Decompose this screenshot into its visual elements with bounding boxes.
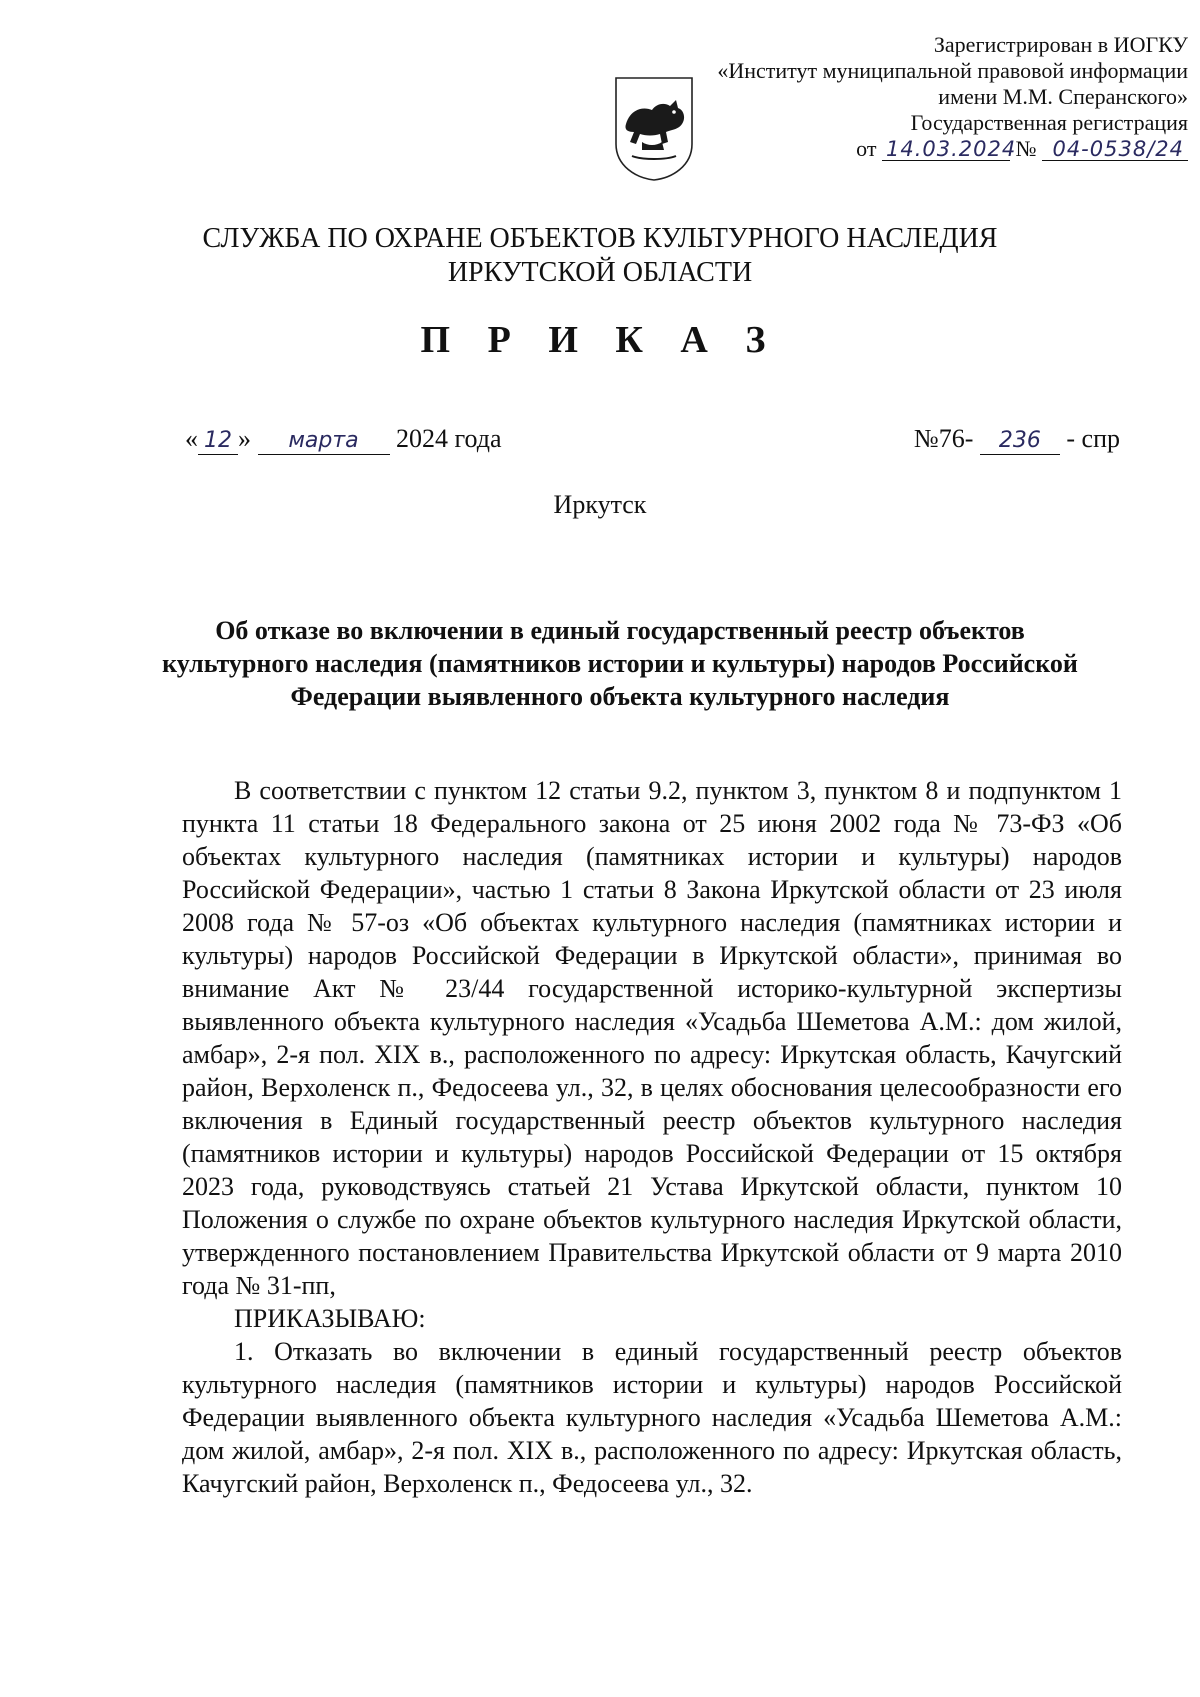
registration-line-4: Государственная регистрация bbox=[910, 110, 1188, 135]
order-number-handwritten: 236 bbox=[980, 428, 1060, 455]
registration-line-2: «Институт муниципальной правовой информации bbox=[717, 58, 1188, 83]
registration-number-handwritten: 04-0538/24 bbox=[1042, 138, 1188, 161]
order-title: П Р И К А З bbox=[420, 319, 780, 361]
registration-number-label: № bbox=[1015, 136, 1037, 161]
command-word: ПРИКАЗЫВАЮ: bbox=[234, 1304, 426, 1333]
registration-line-5 bbox=[628, 136, 1188, 162]
preamble-paragraph: В соответствии с пунктом 12 статьи 9.2, пунктом 3, пунктом 8 и подпунктом 1 пункта 11 статьи 18 Федерального закона от 25 июня 2002 года № 73-ФЗ «Об объектах культурного наследия (памятниках истории и культуры) народов Российской Федерации», частью 1 статьи 8 Закона Иркутской области от 23 июля 2008 года № 57-оз «Об объектах культурного наследия (памятниках истории и культуры) народов Российской Федерации в Иркутской области», принимая во внимание Акт № 23/44 государственной историко-культурной экспертизы выявленного объекта культурного наследия «Усадьба Шеметова А.М.: дом жилой, амбар», 2-я пол. XIX в., расположенного по адресу: Иркутская область, Качугский район, Верхоленск п., Федосеева ул., 32, в целях обоснования целесообразности его включения в Единый государственный реестр объектов культурного наследия (памятников истории и культуры) народов Российской Федерации от 15 октября 2023 года, руководствуясь статьей 21 Устава Иркутской области, пунктом 10 Положения о службе по охране объектов культурного наследия Иркутской области, утвержденного постановлением Правительства Иркутской области от 9 марта 2010 года № 31-пп, bbox=[182, 776, 1122, 1300]
order-day-handwritten: 12 bbox=[198, 428, 238, 455]
registration-date-handwritten: 14.03.2024 bbox=[882, 138, 1010, 161]
order-body bbox=[182, 774, 1122, 1500]
registration-line-3: имени М.М. Сперанского» bbox=[938, 84, 1188, 109]
order-subject: Об отказе во включении в единый государственный реестр объектов культурного наследия (памятников истории и культуры) народов Российской Федерации выявленного объекта культурного наследия bbox=[162, 616, 1078, 711]
organization-line-1: СЛУЖБА ПО ОХРАНЕ ОБЪЕКТОВ КУЛЬТУРНОГО НАСЛЕДИЯ bbox=[202, 223, 998, 254]
city-name: Иркутск bbox=[553, 490, 647, 519]
order-month-handwritten: марта bbox=[258, 428, 390, 455]
coat-of-arms-icon bbox=[612, 74, 696, 182]
order-item-1: 1. Отказать во включении в единый государственный реестр объектов культурного наследия (памятников истории и культуры) народов Российской Федерации выявленного объекта культурного наследия «Усадьба Шеметова А.М.: дом жилой, амбар», 2-я пол. XIX в., расположенного по адресу: Иркутская область, Качугский район, Верхоленск п., Федосеева ул., 32. bbox=[182, 1337, 1122, 1498]
order-date bbox=[185, 424, 502, 455]
registration-from-label: от bbox=[856, 136, 877, 161]
order-date-open-quote: « bbox=[185, 424, 198, 453]
order-year-text: 2024 года bbox=[396, 424, 502, 453]
registration-stamp bbox=[628, 32, 1188, 162]
registration-line-1: Зарегистрирован в ИОГКУ bbox=[933, 32, 1188, 57]
order-number-suffix: - спр bbox=[1066, 424, 1120, 453]
organization-line-2: ИРКУТСКОЙ ОБЛАСТИ bbox=[447, 257, 753, 288]
organization-name bbox=[0, 222, 1200, 290]
order-number bbox=[914, 424, 1120, 455]
order-date-close-quote: » bbox=[238, 424, 251, 453]
order-number-prefix: №76- bbox=[913, 424, 974, 453]
